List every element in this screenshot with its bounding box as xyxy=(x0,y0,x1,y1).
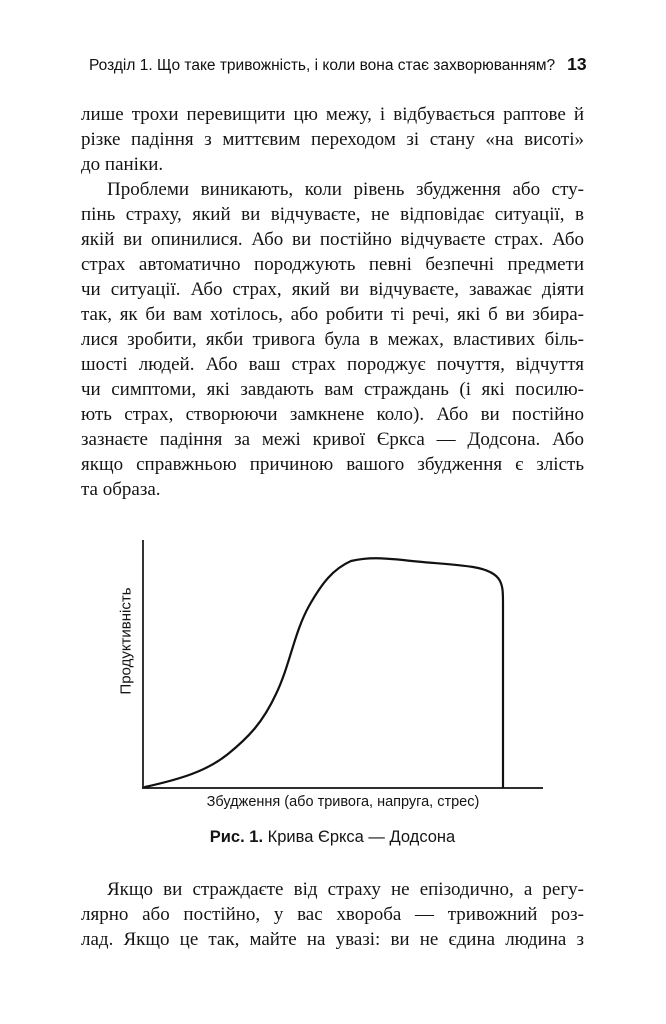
text-line: страх автоматично породжують певні безпечні предмети xyxy=(81,254,584,275)
yerkes-dodson-chart xyxy=(85,530,555,796)
text-line: лярно або постійно, у вас хвороба — тривожний роз- xyxy=(81,904,584,925)
x-axis-label: Збудження (або тривога, напруга, стрес) xyxy=(206,794,480,810)
text-line: якій ви опинилися. Або ви постійно відчуваєте страх. Або xyxy=(81,229,584,250)
page-number: 13 xyxy=(567,54,587,74)
running-header xyxy=(89,54,585,75)
text-line: лад. Якщо це так, майте на увазі: ви не єдина людина з xyxy=(81,929,584,950)
chapter-title: Розділ 1. Що таке тривожність, і коли вона стає захворюванням? xyxy=(89,57,556,74)
y-axis-label: Продуктивність xyxy=(117,587,135,695)
text-line: до паніки. xyxy=(81,154,164,175)
performance-curve xyxy=(145,558,503,787)
text-line: чи ситуації. Або страх, який ви відчуваєте, заважає діяти xyxy=(81,279,584,300)
text-line: шості людей. Або ваш страх породжує почуття, відчуття xyxy=(81,354,584,375)
text-line: лише трохи перевищити цю межу, і відбувається раптове й xyxy=(81,104,584,125)
paragraph xyxy=(81,877,584,952)
paragraph xyxy=(81,177,584,502)
body-text-top xyxy=(81,102,584,502)
paragraph xyxy=(81,102,584,177)
text-line: ють страх, створюючи замкнене коло). Або ви постійно xyxy=(81,404,584,425)
text-line: Якщо ви страждаєте від страху не епізодично, а регу- xyxy=(107,879,584,900)
text-line: якщо справжньою причиною вашого збудження є злість xyxy=(81,454,584,475)
text-line: чи симптоми, які завдають вам страждань (і які посилю- xyxy=(81,379,584,400)
body-text-bottom xyxy=(81,877,584,952)
figure-caption-text: Крива Єркса — Додсона xyxy=(263,828,456,846)
text-line: Проблеми виникають, коли рівень збудження або сту- xyxy=(107,179,584,200)
text-line: зазнаєте падіння за межі кривої Єркса — Додсона. Або xyxy=(81,429,584,450)
text-line: та образа. xyxy=(81,479,161,500)
text-line: так, як би вам хотілось, або робити ті речі, які б ви збира- xyxy=(81,304,584,325)
figure-caption xyxy=(81,828,584,847)
figure-caption-label: Рис. 1. xyxy=(209,828,264,846)
text-line: пінь страху, який ви відчуваєте, не відповідає ситуації, в xyxy=(81,204,584,225)
text-line: різке падіння з миттєвим переходом зі стану «на висоті» xyxy=(81,129,584,150)
text-line: лися зробити, якби тривога була в межах, властивих біль- xyxy=(81,329,584,350)
